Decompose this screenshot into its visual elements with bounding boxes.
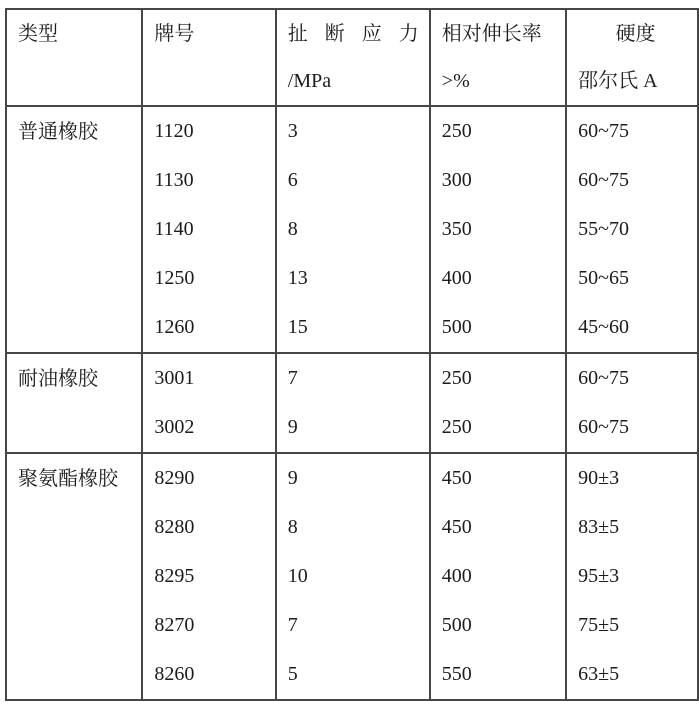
hardness-cell: 55~70 — [566, 205, 698, 254]
hardness-cell: 60~75 — [566, 156, 698, 205]
grade-cell: 1140 — [142, 205, 275, 254]
grade-cell: 8295 — [142, 552, 275, 601]
stress-cell: 9 — [276, 403, 430, 453]
stress-cell: 10 — [276, 552, 430, 601]
table-header — [6, 9, 698, 106]
hardness-cell: 83±5 — [566, 503, 698, 552]
header-grade-line1: 牌号 — [154, 22, 195, 45]
elongation-cell: 400 — [430, 254, 566, 303]
header-elongation-line1: 相对伸长率 — [441, 22, 542, 45]
header-type-line2 — [18, 58, 137, 105]
table-body — [6, 106, 698, 700]
hardness-cell: 95±3 — [566, 552, 698, 601]
header-type — [6, 9, 142, 106]
elongation-cell: 250 — [430, 353, 566, 403]
elongation-cell: 250 — [430, 403, 566, 453]
header-row — [6, 9, 698, 106]
header-stress-line1: 扯 断 应 力 — [287, 22, 425, 45]
stress-cell: 8 — [276, 503, 430, 552]
stress-cell: 9 — [276, 453, 430, 503]
hardness-cell: 60~75 — [566, 403, 698, 453]
type-cell: 聚氨酯橡胶 — [6, 453, 142, 700]
header-hardness-line2: 邵尔氏 A — [578, 69, 658, 92]
header-elongation — [430, 9, 566, 106]
type-cell: 耐油橡胶 — [6, 353, 142, 453]
stress-cell: 13 — [276, 254, 430, 303]
header-stress — [276, 9, 430, 106]
grade-cell: 1120 — [142, 106, 275, 156]
stress-cell: 8 — [276, 205, 430, 254]
header-type-line1: 类型 — [18, 22, 58, 45]
stress-cell: 7 — [276, 601, 430, 650]
elongation-cell: 450 — [430, 453, 566, 503]
elongation-cell: 500 — [430, 601, 566, 650]
hardness-cell: 63±5 — [566, 650, 698, 700]
elongation-cell: 550 — [430, 650, 566, 700]
elongation-cell: 400 — [430, 552, 566, 601]
elongation-cell: 300 — [430, 156, 566, 205]
grade-cell: 8260 — [142, 650, 275, 700]
grade-cell: 8270 — [142, 601, 275, 650]
hardness-cell: 60~75 — [566, 353, 698, 403]
header-elongation-line2: >% — [441, 69, 470, 92]
header-hardness-line1: 硬度 — [615, 22, 656, 45]
stress-cell: 7 — [276, 353, 430, 403]
table-row — [6, 106, 698, 156]
header-grade-line2 — [154, 58, 270, 105]
stress-cell: 3 — [276, 106, 430, 156]
grade-cell: 8280 — [142, 503, 275, 552]
elongation-cell: 500 — [430, 303, 566, 353]
type-cell: 普通橡胶 — [6, 106, 142, 353]
table-row — [6, 453, 698, 503]
stress-cell: 6 — [276, 156, 430, 205]
grade-cell: 1250 — [142, 254, 275, 303]
stress-cell: 5 — [276, 650, 430, 700]
header-grade — [142, 9, 275, 106]
grade-cell: 8290 — [142, 453, 275, 503]
hardness-cell: 75±5 — [566, 601, 698, 650]
hardness-cell: 45~60 — [566, 303, 698, 353]
elongation-cell: 250 — [430, 106, 566, 156]
elongation-cell: 450 — [430, 503, 566, 552]
stress-cell: 15 — [276, 303, 430, 353]
hardness-cell: 90±3 — [566, 453, 698, 503]
elongation-cell: 350 — [430, 205, 566, 254]
hardness-cell: 50~65 — [566, 254, 698, 303]
rubber-spec-table — [5, 8, 699, 701]
grade-cell: 3001 — [142, 353, 275, 403]
table-row — [6, 353, 698, 403]
grade-cell: 1130 — [142, 156, 275, 205]
grade-cell: 1260 — [142, 303, 275, 353]
header-stress-line2: /MPa — [287, 69, 332, 92]
grade-cell: 3002 — [142, 403, 275, 453]
header-hardness — [566, 9, 698, 106]
hardness-cell: 60~75 — [566, 106, 698, 156]
